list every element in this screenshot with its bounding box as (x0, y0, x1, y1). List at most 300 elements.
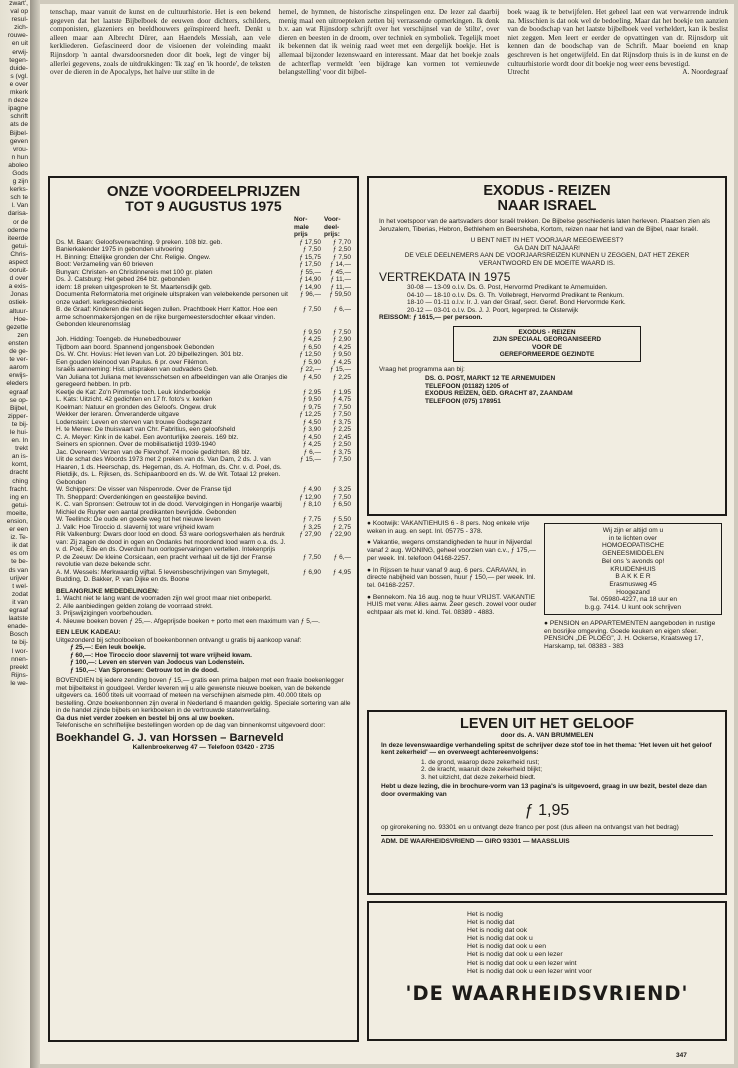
book-row (56, 351, 351, 359)
book-title: H. te Merwe: De thuisvaart van Chr. Fabritius, een geloofsheld (56, 426, 236, 433)
sale-price: ƒ 6,50 (332, 501, 351, 508)
classified-item: ● Vakantie, wegens omstandigheden te huur in Nijverdal vanaf 2 aug. WONING, geheel voorzien van c.v., ƒ 175,— per week. Inl. telefoon 04168-2257. (367, 539, 537, 562)
normal-price: ƒ 4,50 (302, 433, 321, 441)
spine-line: de ge- (9, 348, 28, 356)
spine-line: mkerk (10, 89, 28, 97)
book-title: Koelman: Natuur en gronden des Geloofs. Ongew. druk (56, 403, 217, 411)
spine-line: n hun (11, 153, 28, 161)
sale-price: ƒ 7,50 (332, 411, 351, 418)
book-row (56, 501, 351, 516)
normal-price: ƒ 4,90 (302, 486, 321, 493)
sale-price: ƒ 4,25 (332, 343, 351, 351)
spine-line: rouwe- (7, 32, 28, 40)
book-title: Documenta Reformatoria met originele uitspraken van velebekende personen uit onze vaderl. kerkgeschiedenis (56, 291, 288, 306)
book-title: Keetje de Kat: Zo'n Pimmetje toch. Leuk kinderboekje (56, 388, 211, 396)
article-place: Utrecht (507, 67, 530, 77)
spine-line: t wel- (12, 582, 28, 590)
spine-line: Rijns- (11, 671, 28, 679)
book-row (56, 239, 351, 247)
sale-price: ƒ 7,70 (332, 238, 351, 246)
book-title: Wekker der leraren. Onveranderde uitgave (56, 411, 180, 418)
normal-price: ƒ 12,90 (299, 493, 321, 501)
spine-line: e over (9, 80, 28, 88)
spine-line: nnen- (11, 655, 28, 663)
book-row (56, 554, 351, 569)
spine-line: val op (10, 8, 28, 16)
spine-line: fracht. (9, 485, 28, 493)
spine-line: Bosch (9, 631, 28, 639)
book-title: Rik Valkenburg: Dwars door lood en dood. 53 ware oorlogsverhalen als herdruk van: Zij zagen de dood in ogen en Ondanks het moordend lood warm o.a. ds. J. v. d. Poel, Ede en ds. Overduin hun oorlogservaringen vertellen. Intekenprijs (56, 531, 286, 553)
normal-price: ƒ 9,50 (302, 396, 321, 403)
spine-line: schrift (10, 113, 28, 121)
sale-price: ƒ 7,50 (332, 328, 351, 336)
spine-line: en uit (11, 40, 28, 48)
kado-item: ƒ 60,—: Hoe Tiroccio door slavernij tot ware vrijheid kwam. (70, 651, 252, 659)
spine-line: ats de (10, 121, 28, 129)
spine-line: vrou- (12, 145, 28, 153)
book-title: W. Teellinck: De oude en goede weg tot het nieuwe leven (56, 516, 221, 523)
spine-line: ostiek- (8, 299, 28, 307)
book-title: Bunyan: Christen- en Christinnereis met 100 gr. platen (56, 268, 213, 276)
nodig-line: Het is nodig dat ook u een (467, 943, 546, 951)
spine-line: le hui- (10, 428, 28, 436)
spine-line: se op- (9, 396, 28, 404)
normal-price: ƒ 2,95 (302, 388, 321, 396)
normal-price: ƒ 15,— (300, 456, 321, 463)
spine-line: getui- (11, 242, 28, 250)
normal-price: ƒ 55,— (300, 268, 321, 276)
sale-price: ƒ 4,95 (332, 568, 351, 576)
spine-line: te ver- (9, 356, 28, 364)
normal-price: ƒ 17,50 (299, 238, 321, 246)
book-title: J. Valk: Hoe Tiroccio d. slavernij tot ware vrijheid kwam (56, 523, 214, 531)
book-row (56, 291, 351, 306)
mededeling-item: 4. Nieuwe boeken boven ƒ 25,—. Afgeprijsde boeken + porto met een maximum van ƒ 5,—. (56, 617, 320, 625)
normal-price: ƒ 4,25 (302, 441, 321, 448)
normal-price: ƒ 17,50 (299, 261, 321, 268)
spine-line: erwijs- (8, 372, 28, 380)
sale-price: ƒ 3,75 (332, 448, 351, 456)
sale-price: ƒ 7,50 (332, 493, 351, 501)
normal-price: ƒ 3,90 (302, 426, 321, 433)
book-row (56, 411, 351, 419)
spine-line: ensten (8, 339, 28, 347)
article-col-2: hemel, de hymnen, de historische zinspelingen enz. De lezer zal daarbij menig maal een uitroepteken zetten bij verrassende opmerkingen. Ik denk b.v. aan wat Rijnsdorp schrijft over het verschijnsel van de 'stilte', over dieren en beesten in de droom, over techniek en symboliek. Tegelijk moet ik bekennen dat ik weinig raad weet met een dergelijk boekje. Het is allemaal bijzonder lezenswaard en interessant. Maar dat het boekje zoals de achterflap vermeldt 'een bijdrage kan vormen tot vernieuwde belangstelling' voor dit bijbel- (278, 7, 500, 77)
bestel-note: Ga dus niet verder zoeken en bestel bij ons al uw boeken. (56, 714, 235, 722)
book-title: K. C. van Spronsen: Getrouw tot in de dood. Vervolgingen in Hongarije waarbij Michiel de Ruyter een aantal predikanten bevrijdde. Gebonden (56, 501, 282, 516)
book-row (56, 344, 351, 352)
normal-price: ƒ 7,50 (302, 306, 321, 313)
spine-line: ds van (8, 566, 28, 574)
spine-line: zodat (11, 590, 28, 598)
book-title: Ds. M. Baan: Geloofsverwachting. 9 preken. 108 blz. geb. (56, 238, 223, 246)
normal-price: ƒ 12,50 (299, 351, 321, 358)
normal-price: ƒ 8,10 (302, 501, 321, 508)
spine-line: trekt (15, 445, 28, 453)
book-row (56, 441, 351, 449)
book-title: Lodenstein: Leven en sterven van trouwe Godsgezant (56, 418, 212, 426)
book-row (56, 486, 351, 494)
spine-line: altuur- (9, 307, 28, 315)
book-title: Th. Sheppard: Overdenkingen en geestelijke bevind. (56, 493, 208, 501)
spine-line: sch te (10, 194, 28, 202)
book-title: Israëls aanneming: Hist. uitspraken van oudvaders Geb. (56, 366, 218, 373)
normal-price: ƒ 6,50 (302, 343, 321, 351)
classified-item: ● Kootwijk: VAKANTIEHUIS 6 - 8 pers. Nog enkele vrije weken in aug. en sept. Inl. 05775 - 378. (367, 520, 537, 535)
spine-line: komt, (11, 461, 28, 469)
book-row (56, 246, 351, 254)
sale-price: ƒ 2,25 (332, 373, 351, 381)
spine-line: tegen- (9, 56, 28, 64)
sale-price: ƒ 6,— (333, 306, 351, 313)
book-row (56, 276, 351, 284)
telefoon-note: Telefonische en schriftelijke bestellingen worden op de dag van binnenkomst uitgevoerd door: (56, 722, 326, 729)
waarheidsvriend-ad (367, 901, 727, 1041)
spine-line: darisa- (7, 210, 28, 218)
trip-item: 30-08 — 13-09 o.l.v. Ds. G. Post, Hervormd Predikant te Arnemuiden. (407, 284, 608, 291)
spine-line: zen (17, 331, 28, 339)
sale-price: ƒ 3,75 (332, 418, 351, 426)
spine-line: er een (9, 526, 28, 534)
spine-line: a exis- (8, 283, 28, 291)
book-title: H. Binning: Ettelijke gronden der Chr. Religie. Ongew. (56, 253, 211, 261)
kado-item: ƒ 100,—: Leven en sterven van Jodocus van Lodenstein. (70, 659, 245, 666)
book-row (56, 389, 351, 397)
spine-line: aspect (8, 259, 28, 266)
mededeling-item: 1. Wacht niet te lang want de voorraden zijn wel groot maar niet onbeperkt. (56, 595, 272, 602)
book-row (56, 404, 351, 412)
mededeling-item: 3. Prijswijzigingen voorbehouden. (56, 610, 153, 617)
spine-line: te bij- (11, 639, 28, 647)
spine-line: ooruit- (9, 267, 28, 275)
book-title (56, 329, 291, 337)
book-row (56, 336, 351, 344)
spine-line: Chris- (10, 250, 28, 258)
book-title: L. Kats: Uitzicht. 42 gedichten en 17 fr. foto's v. kerken (56, 396, 213, 403)
book-title: W. Schippers: De visser van Nispenrode. Over de Franse tijd (56, 486, 232, 493)
book-title: Banierkalender 1975 in gebonden uitvoering (56, 246, 184, 253)
leven-adm: ADM. DE WAARHEIDSVRIEND — GIRO 93301 — MAASSLUIS (381, 835, 713, 846)
sale-price: ƒ 7,50 (332, 456, 351, 463)
page-number: 347 (676, 1052, 687, 1059)
mededelingen-title: BELANGRIJKE MEDEDELINGEN: (56, 587, 159, 595)
spine-line: g zijn (12, 178, 28, 186)
spine-line: ching (12, 477, 28, 485)
book-row (56, 569, 351, 584)
book-row (56, 524, 351, 532)
kruidenhuis-ad: Wij zijn er altijd om u in te lichten over HOMOEOPATISCHE GENEESMIDDELEN Bel ons 's avonds op! KRUIDENHUIS B A K K E R Erasmusweg 45 Hoogezand Tel. 05980-4227, na 18 uur en b.g.g. 7414. U kunt ook schrijven (544, 523, 722, 615)
exodus-address: DS. G. POST, MARKT 12 TE ARNEMUIDEN TELEFOON (01182) 1205 of EXODUS REIZEN, GED. GRACHT 87, ZAANDAM TELEFOON (075) 178951 (425, 375, 573, 405)
book-row (56, 366, 351, 374)
spine-line: zwart', (9, 0, 28, 7)
kado-intro: Uitgezonderd bij schoolboeken of boekenbonnen ontvangt u gratis bij aankoop vanaf: (56, 636, 302, 644)
normal-price: ƒ 6,— (303, 448, 321, 456)
mededelingen-list (56, 595, 351, 625)
book-title: Uit de schat des Woords 1973 met 2 preken van ds. Van Dam, 2 ds. J. van Haaren, 1 ds. Heerschap, ds. Hegeman, ds. A. Hofman, ds. Chr. v. d. Poel, ds. Rietdijk, ds. L. Rijksen, ds. Schipaanboord en ds. W. de Wit. Totaal 12 preken. Gebonden (56, 456, 282, 486)
spine-line: s (vgl. (10, 72, 28, 80)
spine-line: ension, (6, 518, 28, 525)
book-title: Ds. J. Catsburg: Het gebed 264 blz. gebonden (56, 276, 190, 283)
normal-price: ƒ 27,90 (299, 531, 321, 538)
sale-price: ƒ 2,45 (332, 433, 351, 441)
normal-price: ƒ 9,50 (302, 328, 321, 336)
spine-line: ipagne (8, 105, 28, 113)
spine-line: zich- (14, 24, 28, 32)
spine-line: te bij- (11, 420, 28, 428)
nodig-line: Het is nodig (467, 911, 503, 918)
book-row (56, 374, 351, 389)
nodig-line: Het is nodig dat ook (467, 927, 528, 935)
spine-line: dracht (9, 469, 28, 477)
sale-price: ƒ 59,50 (329, 291, 351, 298)
spine-line: gezette (6, 323, 28, 331)
sale-price: ƒ 1,95 (332, 388, 351, 396)
book-title: Van Juliana tot Juliana met levensschetsen en afbeeldingen van alle Oranjes die geregeerd hebben. In prb. (56, 373, 288, 388)
spine-line: aarom (9, 364, 28, 372)
nodig-line: Het is nodig dat ook u (467, 935, 533, 943)
spine-line: Bijbel- (9, 129, 28, 137)
spine-line: getui- (11, 501, 28, 509)
spine-line: aboleo (8, 161, 28, 169)
sale-price: ƒ 6,— (333, 553, 351, 561)
shop-name: Boekhandel G. J. van Horssen – Barneveld (56, 731, 284, 744)
book-row (56, 531, 351, 554)
sale-price: ƒ 7,50 (332, 403, 351, 411)
leven-title: LEVEN UIT HET GELOOF (459, 716, 634, 732)
spine-line: moeite, (6, 509, 28, 517)
normal-price: ƒ 96,— (300, 291, 321, 298)
sale-price: ƒ 22,90 (329, 531, 351, 538)
leven-point: 1. de grond, waarop deze zekerheid rust; (421, 758, 540, 766)
leven-desc: Hebt u deze lezing, die in brochure-vorm van 13 pagina's is uitgevoerd, graag in uw bezit, bestel deze dan door overmaking van (381, 783, 707, 798)
spine-line: en. In (11, 437, 28, 445)
spine-line: egraaf (9, 607, 28, 615)
adjacent-page-edge (0, 0, 30, 1068)
trips-list (379, 284, 715, 314)
spine-line: duide- (9, 64, 28, 72)
normal-price: ƒ 4,50 (302, 418, 321, 426)
normal-price: ƒ 7,50 (302, 553, 321, 561)
vertrekdata-title: VERTREKDATA IN 1975 (379, 270, 511, 284)
book-row (56, 359, 351, 367)
leven-point: 2. de kracht, waaruit deze zekerheid blijkt; (421, 766, 543, 773)
sale-price: ƒ 4,25 (332, 358, 351, 366)
spine-line: eleders (6, 380, 28, 388)
sale-price: ƒ 3,25 (332, 486, 351, 493)
book-row (56, 269, 351, 277)
classifieds-left (367, 520, 537, 705)
spine-line: ik dat (12, 542, 28, 550)
exodus-title: EXODUS - REIZEN (483, 183, 611, 199)
sale-price: ƒ 4,75 (332, 396, 351, 403)
sale-price: ƒ 45,— (330, 268, 351, 276)
book-title: C. A. Meyer: Kink in de kabel. Een avonturlijke zeereis. 169 blz. (56, 433, 239, 441)
book-title: Joh. Hidding: Toengeb. de Hunebedbouwer (56, 336, 181, 343)
spine-line: resul- (11, 16, 28, 24)
book-row (56, 456, 351, 486)
kado-title: EEN LEUK KADEAU: (56, 629, 121, 636)
spine-line: kerks- (10, 186, 28, 194)
normal-price: ƒ 7,75 (302, 516, 321, 523)
sale-price: ƒ 5,50 (332, 516, 351, 523)
leven-ad (367, 710, 727, 895)
book-title: P. de Zeeuw: De kleine Corsicaan, een pracht verhaal uit de tijd der Franse revolutie van deze bekende schr. (56, 553, 272, 568)
sale-price: ƒ 15,— (330, 366, 351, 373)
spine-line: Hoe- (13, 315, 28, 323)
shop-address: Kallenbroekerweg 47 — Telefoon 03420 - 2735 (132, 743, 275, 751)
voordeel-title: ONZE VOORDEELPRIJZEN (106, 183, 301, 200)
brand-name: 'DE WAARHEIDSVRIEND' (405, 981, 689, 1005)
normal-price: ƒ 22,— (300, 366, 321, 373)
sale-price: ƒ 11,— (330, 283, 351, 291)
spine-line: zipper- (7, 412, 28, 420)
spine-line: te be- (11, 558, 28, 566)
normal-price: ƒ 7,50 (302, 246, 321, 253)
normal-price: ƒ 15,75 (299, 253, 321, 261)
kado-item: ƒ 150,—: Van Spronsen: Getrouw tot in de dood. (70, 666, 219, 674)
exodus-center: U BENT NIET IN HET VOORJAAR MEEGEWEEST? GA DAN DIT NAJAAR! DE VELE DEELNEMERS AAN DE VOORJAARSREIZEN KUNNEN U ZEGGEN, DAT HET ZEKER VERANTWOORD EN DE MOEITE WAARD IS. (404, 237, 690, 267)
book-row (56, 419, 351, 427)
sale-price: ƒ 11,— (330, 276, 351, 283)
book-row (56, 449, 351, 457)
spine-line: n deze (8, 97, 28, 105)
voordeel-ad (48, 176, 359, 1042)
spine-line: l wor- (11, 647, 28, 655)
pension-ad: ● PENSION en APPARTEMENTEN aangeboden in rustige en bosrijke omgeving. Goede keuken en eigen sfeer. PENSION „DE PLOEG", J. H. Ockerse, Kraatsweg 17, Harskamp, tel. 08383 - 383 (544, 620, 724, 651)
sale-price: ƒ 14,— (330, 261, 351, 268)
leven-giro: op girorekening no. 93301 en u ontvangt deze franco per post (dus alleen na ontvangst van het bedrag) (381, 824, 679, 831)
spine-line: le we- (10, 679, 28, 687)
sale-price: ƒ 9,50 (332, 351, 351, 358)
price-header: Nor- male prijs Voor- deel- prijs: (294, 216, 341, 238)
leven-intro: In deze levenswaardige verhandeling spitst de schrijver deze stof toe in het thema: 'Het leven uit het geloof kent zekerheid' — en overweegt achtereenvolgens: (381, 741, 712, 756)
leven-point: 3. het uitzicht, dat deze zekerheid biedt. (421, 773, 536, 781)
normal-price: ƒ 4,50 (302, 373, 321, 381)
spine-line: d over (9, 275, 28, 283)
book-title: B. de Graaf: Kinderen die niet liegen zullen. Prachtboek Herr Kattor. Hoe een arme schoenmakersjongen en de rijke burgemeestersdochter elkaar vinden. Gebonden kleurenomslag (56, 306, 278, 328)
book-title: Seiners en spionnen. Over de mobilisatietijd 1939-1940 (56, 441, 216, 448)
trip-item: 20-12 — 03-01 o.l.v. Ds. J. J. Poort, legerpred. te Oisterwijk (407, 306, 579, 314)
book-row (56, 396, 351, 404)
book-title: A. M. Wessels: Merkwaardig vijftal. 5 levensbeschrijvingen van Smytegelt, Budding, D. Bakker, P. van Dijke en ds. Boone (56, 568, 270, 583)
voordeel-subtitle: TOT 9 AUGUSTUS 1975 (125, 198, 282, 214)
normal-price: ƒ 5,90 (302, 358, 321, 366)
book-title: Een gouden kleinood van Paulus. 6 pr. over Filémon. (56, 358, 209, 366)
spine-line: iz. Te- (10, 534, 28, 542)
book-title: Jac. Overeem: Verzen van de Flevohof. 74 mooie gedichten. 88 blz. (56, 448, 252, 456)
leven-price: ƒ 1,95 (524, 802, 570, 819)
nodig-line: Het is nodig dat ook u een lezer wint voor (467, 967, 592, 975)
book-row (56, 434, 351, 442)
spine-line: Jonas (10, 291, 28, 299)
spine-line: urijver (10, 574, 28, 582)
spine-line: ing en (10, 493, 28, 501)
sale-price: ƒ 2,25 (332, 426, 351, 433)
nodig-line: Het is nodig dat ook u een lezer wint (467, 959, 577, 967)
spine-line: enade- (7, 623, 28, 631)
book-title: idem: 18 preken uitgesproken te St. Maartensdijk geb. (56, 283, 212, 291)
exodus-ad (367, 176, 727, 516)
spine-line: preekt (9, 663, 28, 671)
sale-price: ƒ 2,50 (332, 441, 351, 448)
book-list (56, 239, 351, 584)
exodus-subtitle: NAAR ISRAEL (497, 198, 597, 214)
sale-price: ƒ 2,90 (332, 336, 351, 343)
spine-line: egraaf (9, 388, 28, 396)
book-row (56, 306, 351, 329)
spine-line: geven (10, 137, 28, 145)
book-row (56, 284, 351, 292)
normal-price: ƒ 9,75 (302, 403, 321, 411)
normal-price: ƒ 14,90 (299, 276, 321, 283)
sale-price: ƒ 2,75 (332, 523, 351, 531)
trip-item: 18-10 — 01-11 o.l.v. Ir. J. van der Graaf, secr. Geref. Bond Hervormde Kerk. (407, 299, 626, 306)
spine-line: it van (12, 598, 28, 606)
spine-line: Bijbel, (10, 404, 28, 412)
book-title: Boot: Verzameling van 60 brieven (56, 261, 154, 268)
article-author: A. Noordegraaf (682, 67, 729, 77)
spine-line: laatste (8, 615, 28, 623)
nodig-line: Het is nodig dat (467, 919, 515, 927)
newspaper-page (40, 4, 734, 1064)
spine-line: iteerde (7, 234, 28, 242)
book-row (56, 494, 351, 502)
normal-price: ƒ 12,25 (299, 411, 321, 418)
vraag-text: Vraag het programma aan bij: (379, 365, 465, 373)
book-row (56, 329, 351, 337)
book-title: Ds. W. Chr. Hovius: Het leven van Lot. 20 bijbellezingen. 301 blz. (56, 351, 244, 358)
book-title: Tijdbom aan boord. Spannend jongensboek Gebonden (56, 343, 215, 351)
spine-line: erwij- (12, 48, 28, 56)
spine-line: or de (12, 218, 28, 226)
normal-price: ƒ 6,90 (302, 568, 321, 576)
normal-price: ƒ 4,25 (302, 336, 321, 343)
spine-line: Gods (12, 169, 28, 177)
book-row (56, 426, 351, 434)
book-row (56, 254, 351, 262)
leven-author: door ds. A. VAN BRUMMELEN (500, 732, 594, 739)
nodig-lines (379, 911, 715, 976)
article-columns (50, 8, 728, 170)
spine-line: oderne (7, 226, 28, 234)
bovendien-text: BOVENDIEN bij iedere zending boven ƒ 15,— gratis een prima balpen met een fraaie boekenlegger met bijbeltekst in goudgeel. Verder leveren wij u alle gewenste nieuwe boeken, van de bekende uitgevers ca. 1600 titels uit voorraad of meteen na verschijnen alsmede plm. 40.000 titels op bestelling. Onze boekenbonnen zijn overal in Nederland 6 maanden geldig. Speciale sortering van alle in de handel zijnde bijbels en kerkboeken in de vertrouwde statenvertaling. (56, 677, 351, 714)
spine-line: an is- (11, 453, 28, 461)
normal-price: ƒ 14,90 (299, 283, 321, 291)
normal-price: ƒ 3,25 (302, 523, 321, 531)
kado-list (56, 644, 351, 674)
book-row (56, 261, 351, 269)
mededeling-item: 2. Alle aanbiedingen gelden zolang de voorraad strekt. (56, 602, 213, 610)
nodig-line: Het is nodig dat ook u een lezer (467, 951, 563, 959)
sale-price: ƒ 7,50 (332, 253, 351, 261)
spine-line: es om (10, 550, 28, 558)
exodus-intro: In het voetspoor van de aartsvaders door Israël trekken. De Bijbelse geschiedenis laten herleven. Plaatsen zien als Jeruzalem, Tiberias, Hebron, Bethlehem en Beersheba, Kortom, reizen naar het land van de Bijbel, naar Israël. (379, 218, 710, 233)
classified-item: ● Bennekom. Na 16 aug. nog te huur VRIJST. VAKANTIE HUIS met verw. Alles aanw. Zeer gesch. zowel voor ouder echtpaar als met kl. kind. Tel. 08389 - 4883. (367, 594, 537, 617)
reissom: REISSOM: ƒ 1615,— per persoon. (379, 314, 483, 321)
classified-item: ● In Rijssen te huur vanaf 9 aug. 6 pers. CARAVAN, in directe nabijheid van bossen, huur ƒ 150,— per week. Inl. tel. 04168-2257. (367, 567, 537, 590)
leven-points (381, 759, 713, 782)
sale-price: ƒ 2,50 (332, 246, 351, 253)
article-col-1: tenschap, maar vanuit de kunst en de cultuurhistorie. Het is een bekend gegeven dat het laatste Bijbelboek de eeuwen door dichters, schilders, componisten, glazeniers en beeldhouwers geïnspireerd heeft. Denkt u alleen maar aan Albrecht Dürer, aan Haendels Messiah, aan vele kerkliederen. Gefascineerd door de visioenen der voleinding maakt Rijnsdorp 'n aantal dwarsdoorsneden door dit boek, legt de vinger bij allerlei gegevens, zoals de uitdrukkingen: 'Ik zag' en 'ik hoorde', de teksten over de dieren in de Apocalyps, het halve uur stilte in de (50, 7, 271, 77)
spine-line: l. Van (11, 202, 28, 210)
book-gutter (30, 0, 40, 1068)
exodus-inner-box: EXODUS - REIZEN ZIJN SPECIAAL GEORGANISEERD VOOR DE GEREFORMEERDE GEZINDTE (453, 326, 641, 362)
trip-item: 04-10 — 18-10 o.l.v. Ds. G. Th. Vollebregt, Hervormd Predikant te Renkum. (407, 291, 624, 299)
article-col-3: boek waag ik te betwijfelen. Het geheel laat een wat verwarrende indruk na. Misschien is dat ook wel de bedoeling. Maar dat het boekje ten aanzien van de boodschap van het laatste bijbelboek veel verheldert, kan ik beslist niet zeggen. Men leert er eerder de opvattingen van dr. Rijnsdorp uit kennen dan de boodschap van de Schrift. Maar boeiend en knap geschreven is het ongetwijfeld. En dat Rijnsdorp thuis is in de kunst en de cultuurhistorie wordt door dit boekje nog weer eens bevestigd. Utrecht A. Noordegraaf (507, 7, 729, 77)
article-signature (507, 68, 728, 77)
book-row (56, 516, 351, 524)
kado-item: ƒ 25,—: Een leuk boekje. (70, 644, 146, 651)
